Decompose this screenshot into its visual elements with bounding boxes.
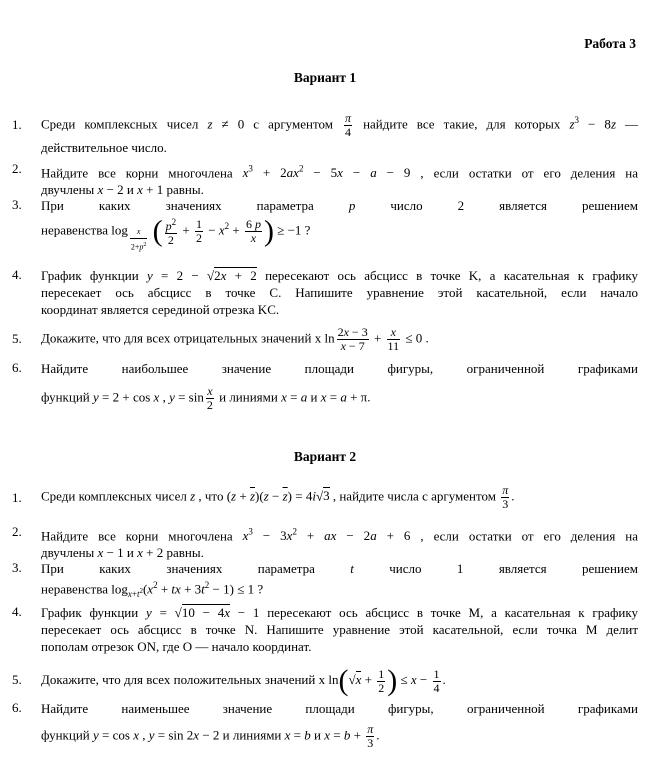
problem-number: 6. <box>12 360 22 375</box>
problem-number: 3. <box>12 197 22 212</box>
problem-number: 1. <box>12 490 22 505</box>
problem-number: 3. <box>12 560 22 575</box>
problem-text: При каких значениях параметра t число 1 является решением неравенства $\log_{x+t^2}(x^2$ + tx + $3t^2 - 1) \le 1$ ? <box>41 561 638 599</box>
work-title: Работа 3 <box>584 36 636 51</box>
problem-number: 5. <box>12 672 22 687</box>
problem-text: Найдите наименьшее значение площади фигуры, ограниченной графиками функций y = cos x , y = sin 2x − 2 и линиями x = b и x = b + $\frac{\pi}{3}$ . <box>41 701 638 750</box>
problem-number: 2. <box>12 161 22 176</box>
problem-text: Среди комплексных чисел z , что $(z + \overline{z})(z - \overline{z}) = 4i√3$ , найдите числа с аргументом $\frac{\pi}{3}$ . <box>41 483 515 511</box>
problem-text: Среди комплексных чисел z ≠ 0 с аргументом $\frac{\pi}{4}$ найдите все такие, для которых $z^3 - 8z$ — действительное число. <box>41 111 639 155</box>
problem-text: Докажите, что для всех отрицательных значений x ln $\frac{2x - 3}{x - 7}$ + $\frac{x}{11}$ ≤ 0 . <box>41 325 429 353</box>
problem-text: При каких значениях параметра p число 2 является решением неравенства log $_{\frac{x}{2+p^2}}$ ( $\frac{p^2}{2}$ + $\frac{1}{2}$ − $x^2$ + $\frac{6 p}{x}$ ) ≥ −1 ? <box>41 198 638 253</box>
problem-text: Найдите наибольшее значение площади фигуры, ограниченной графиками функций y = 2 + cos x , y = sin $\frac{x}{2}$ и линиями x = a и x = a + π. <box>41 361 638 412</box>
problem-text: График функции y = 2 − √2x + 2 пересекают ось абсцисс в точке K, а касательная к графику пересекает ось абсцисс в точке C. Напишите уравнение этой касательной, если начало координат является серединой отрезка KC. <box>41 268 639 317</box>
problem-number: 6. <box>12 700 22 715</box>
problem-text: График функции y = √10 − 4x − 1 пересекают ось абсцисс в точке M, а касательная к графику пересекает ось абсцисс в точке N. Напишите уравнение этой касательной, если точка M делит пополам отрезок ON, где O — начало координат. <box>41 605 638 654</box>
problem-number: 2. <box>12 524 22 539</box>
problem-number: 1. <box>12 117 22 132</box>
problem-number: 5. <box>12 331 22 346</box>
problem-number: 4. <box>12 604 22 619</box>
problem-text: Найдите все корни многочлена $x^3 - 3x^2$ + ax − 2a + 6 , если остатки от его деления на двучлены x − 1 и x + 2 равны. <box>41 527 638 561</box>
variant-1-title: Вариант 1 <box>293 70 357 85</box>
problem-text: Докажите, что для всех положительных значений x ln(√x + $\frac{1}{2}$ ) ≤ x − $\frac{1}{4}$ . <box>41 664 446 697</box>
variant-2-title: Вариант 2 <box>293 449 357 464</box>
fraction: $\frac{\pi}{4}$ <box>345 111 352 139</box>
problem-text: Найдите все корни многочлена $x^3 + 2ax^2 - 5x - a - 9$ , если остатки от его деления на двучлены x − 2 и x + 1 равны. <box>41 164 638 198</box>
problem-number: 4. <box>12 267 22 282</box>
